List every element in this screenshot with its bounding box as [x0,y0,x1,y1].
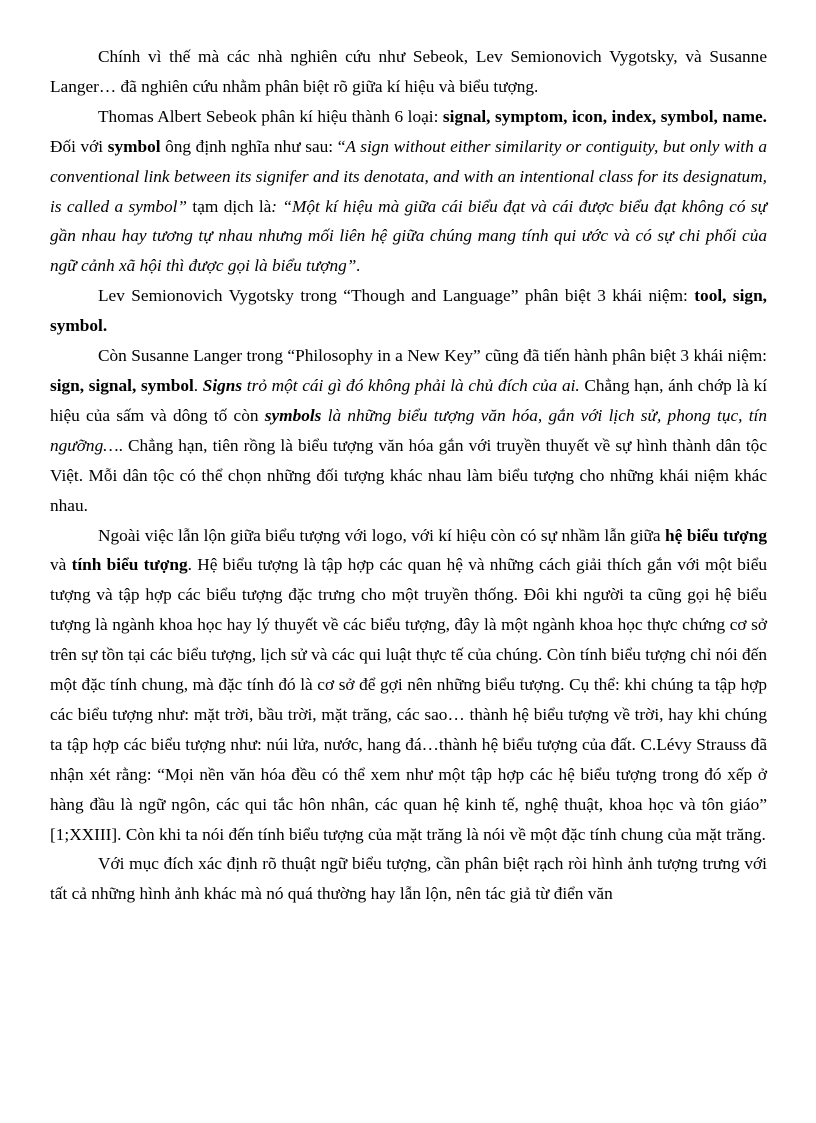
text-run: . [193,375,203,395]
paragraph-text: Với mục đích xác định rõ thuật ngữ biểu tượng, cần phân biệt rạch ròi hình ảnh tượng trưng với tất cả những hình ảnh khác mà nó quá thường hay lẫn lộn, nên tác giả từ điển văn [50,854,767,904]
bold-term: symbol [107,136,161,156]
text-run: Đối với [50,136,108,156]
bold-italic-term: symbols [264,405,322,425]
text-run: . Hệ biểu tượng là tập hợp các quan hệ và những cách giải thích gắn với một biểu tượng và tập hợp các biểu tượng đặc trưng cho một truyền thống. Đôi khi người ta cũng gọi hệ biểu tượng là ngành khoa học hay lý thuyết về các biểu tượng, đây là một ngành khoa học thực chứng cơ sở trên sự tồn tại các biểu tượng, lịch sử và các qui luật thực tế của chúng. Còn tính biểu tượng chỉ nói đến một đặc tính chung, mà đặc tính đó là cơ sở để gợi nên những biểu tượng. Cụ thể: khi chúng ta tập hợp các biểu tượng như: mặt trời, bầu trời, mặt trăng, các sao… thành hệ biểu tượng về trời, hay khi chúng ta tập hợp các biểu tượng như: núi lửa, nước, hang đá…thành hệ biểu tượng của đất. C.Lévy Strauss đã nhận xét rằng: “Mọi nền văn hóa đều có thể xem như một tập hợp các hệ biểu tượng trong đó xếp ở hàng đầu là ngữ ngôn, các qui tắc hôn nhân, các quan hệ kinh tế, nghệ thuật, khoa học và tôn giáo” [1;XXIII]. Còn khi ta nói đến tính biểu tượng của mặt trăng là nói về một đặc tính chung của mặt trăng. [50,555,768,844]
paragraph-5 [50,521,767,850]
bold-term: tính biểu tượng [71,555,188,575]
text-run: tạm dịch là [187,196,272,216]
paragraph-6 [50,849,767,909]
bold-term: hệ biểu tượng [665,525,767,545]
bold-italic-term: Signs [202,375,243,395]
text-run: . Chẳng hạn, tiên rồng là biểu tượng văn hóa gắn với truyền thuyết về sự hình thành dân tộc Việt. Mỗi dân tộc có thể chọn những đối tượng khác nhau làm biểu tượng cho những khái niệm khác nhau. [50,435,767,515]
italic-quote-english: A sign without either similarity or contiguity, but only with a conventional link between its signifer and its denotata, and with an intentional class for its designatum, is called a symbol” [50,136,767,216]
text-run: Ngoài việc lẫn lộn giữa biểu tượng với logo, với kí hiệu còn có sự nhầm lẫn giữa [98,525,666,545]
paragraph-text: Chính vì thế mà các nhà nghiên cứu như Sebeok, Lev Semionovich Vygotsky, và Susanne Langer… đã nghiên cứu nhằm phân biệt rõ giữa kí hiệu và biểu tượng. [50,47,767,96]
text-run: và [50,555,72,575]
paragraph-2 [50,102,767,281]
italic-quote-vietnamese: : “Một kí hiệu mà giữa cái biểu đạt và cái được biểu đạt không có sự gần nhau hay tương tự nhau nhưng mối liên hệ giữa chúng mang tính qui ước và có sự chi phối của ngữ cảnh xã hội thì được gọi là biểu tượng”. [50,196,768,276]
document-page [50,42,767,909]
paragraph-4 [50,341,767,520]
text-run: ông định nghĩa như sau: “ [160,136,346,156]
bold-term-list: sign, signal, symbol [50,375,194,395]
text-run: Lev Semionovich Vygotsky trong “Though and Language” phân biệt 3 khái niệm: [98,286,695,306]
text-run: Thomas Albert Sebeok phân kí hiệu thành 6 loại: [98,106,443,126]
text-run: Còn Susanne Langer trong “Philosophy in a New Key” cũng đã tiến hành phân biệt 3 khái niệm: [98,346,767,366]
italic-definition: trỏ một cái gì đó không phải là chủ đích của ai. [242,375,580,395]
paragraph-1 [50,42,767,102]
paragraph-3 [50,281,767,341]
italic-definition: là những biểu tượng văn hóa, gắn với lịch sử, phong tục, tín ngưỡng… [50,405,767,455]
bold-term-list: tool, sign, symbol. [50,286,767,336]
text-run: Chẳng hạn, ánh chớp là kí hiệu của sấm và dông tố còn [50,375,768,425]
bold-term-list: signal, symptom, icon, index, symbol, name. [442,106,767,126]
